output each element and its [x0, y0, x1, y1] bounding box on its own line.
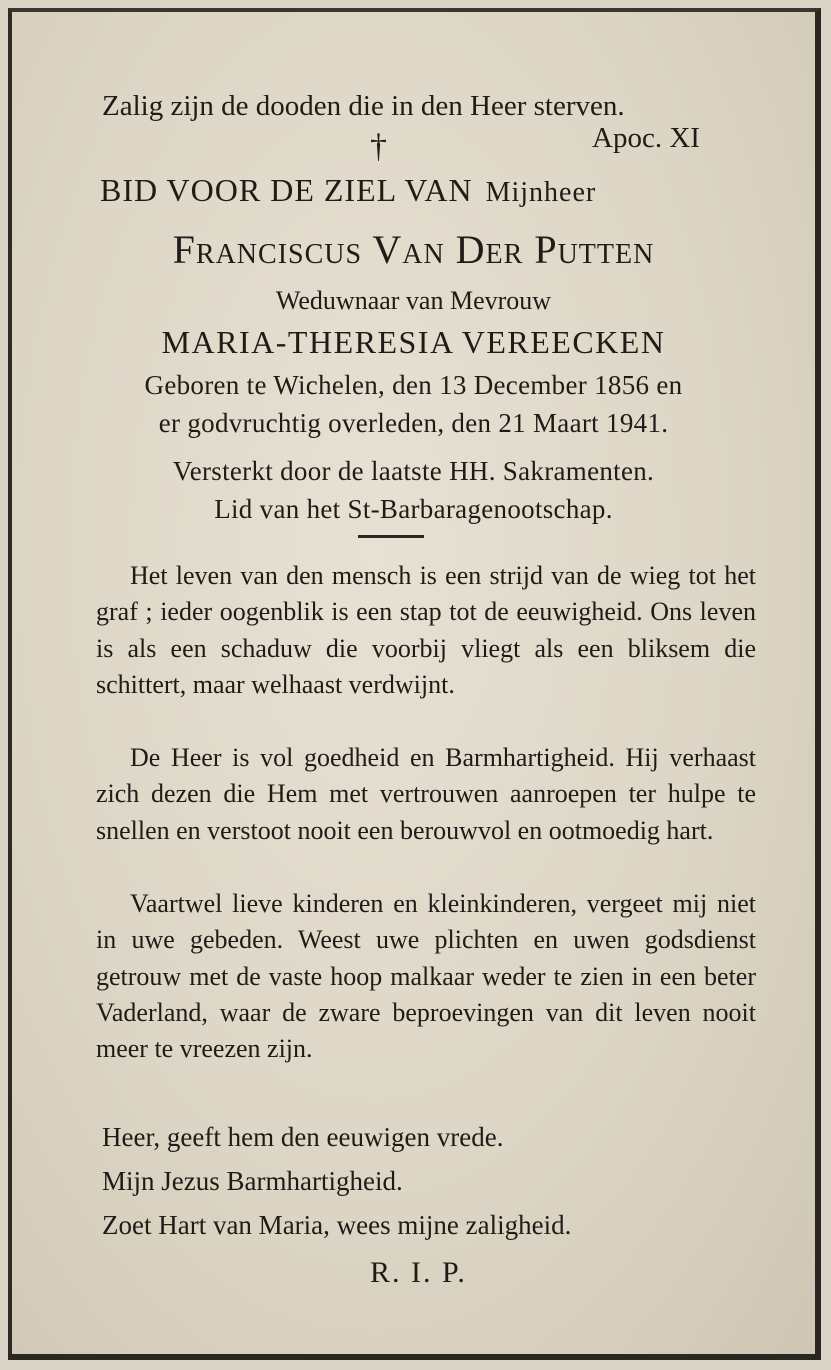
spouse-name: MARIA-THERESIA VEREECKEN: [161, 324, 666, 360]
epigraph: Zalig zijn de dooden die in den Heer sterven.: [102, 90, 625, 122]
prayer-request-title: Mijnheer: [485, 177, 597, 208]
birth-line: Geboren te Wichelen, den 13 December 1856 en: [144, 370, 683, 400]
paragraph-1: [96, 558, 756, 703]
paragraph-2-text: De Heer is vol goedheid en Barmhartigheid. Hij verhaast zich dezen die Hem met vertrouwen aanroepen ter hulpe te snellen en verstoot nooit een berouwvol en ootmoedig hart.: [96, 743, 756, 845]
memorial-card: [8, 8, 821, 1360]
cross-icon: †: [370, 128, 387, 165]
paragraph-2: [96, 740, 756, 849]
death-line: er godvruchtig overleden, den 21 Maart 1941.: [158, 408, 669, 438]
paragraph-3-text: Vaartwel lieve kinderen en kleinkinderen, vergeet mij niet in uwe gebeden. Weest uwe plichten en uwen godsdienst getrouw met de vaste hoop malkaar weder te zien in een beter Vaderland, waar de zware beproevingen van dit leven nooit meer te vreezen zijn.: [96, 889, 756, 1064]
rip-closing: R. I. P.: [370, 1256, 467, 1289]
prayer-3: Zoet Hart van Maria, wees mijne zaligheid.: [102, 1210, 572, 1240]
prayer-request-caps: BID VOOR DE ZIEL VAN: [100, 172, 473, 208]
paragraph-1-text: Het leven van den mensch is een strijd van de wieg tot het graf ; ieder oogenblik is een stap tot de eeuwigheid. Ons leven is als een schaduw die voorbij vliegt als een bliksem die schittert, maar welhaast verdwijnt.: [96, 561, 756, 699]
paragraph-3: [96, 886, 756, 1067]
prayer-2: Mijn Jezus Barmhartigheid.: [102, 1166, 403, 1196]
prayer-1: Heer, geeft hem den eeuwigen vrede.: [102, 1122, 504, 1152]
deceased-name: Franciscus Van Der Putten: [172, 227, 655, 272]
membership-line: Lid van het St-Barbaragenootschap.: [214, 494, 613, 524]
divider: [358, 535, 424, 538]
prayer-request-heading: [100, 174, 815, 207]
sacraments-line: Versterkt door de laatste HH. Sakramenten.: [172, 456, 655, 486]
scripture-reference: Apoc. XI: [592, 122, 700, 154]
widower-line: Weduwnaar van Mevrouw: [275, 286, 552, 315]
